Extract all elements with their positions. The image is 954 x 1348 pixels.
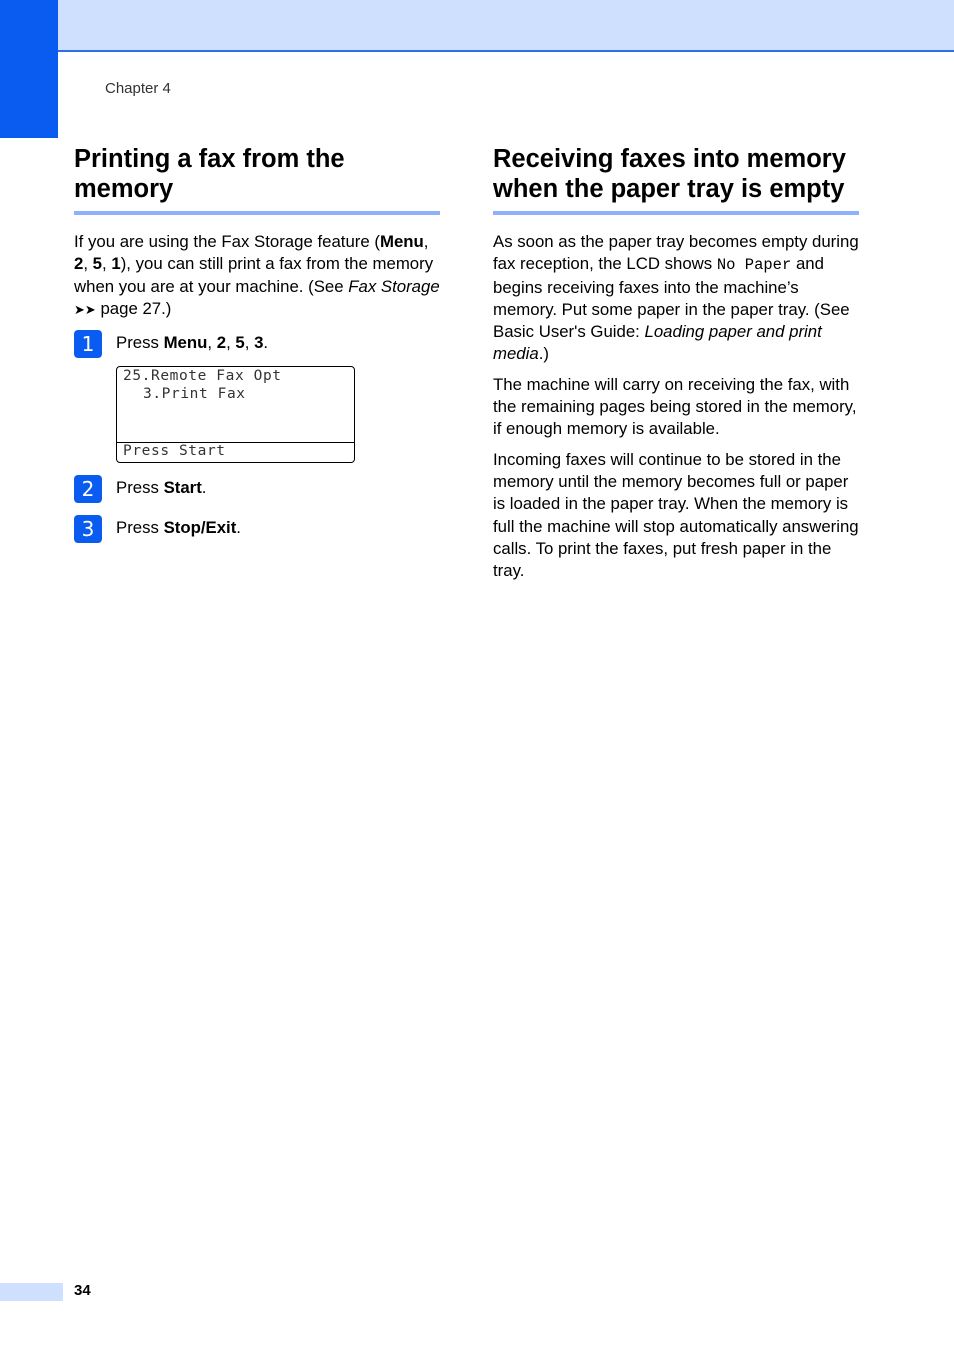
cross-reference: Loading paper and print media bbox=[493, 322, 822, 364]
step-text: Press Menu, 2, 5, 3. bbox=[116, 333, 269, 352]
intro-paragraph: If you are using the Fax Storage feature (Menu, 2, 5, 1), you can still print a fax from the memory when you are at your machine. (See Fax Storage ➤➤ page 27.) bbox=[74, 232, 440, 318]
right-column bbox=[493, 144, 859, 582]
step-number-badge: 1 bbox=[74, 330, 102, 358]
section-heading-receive-memory: Receiving faxes into memory when the paper tray is empty bbox=[493, 144, 859, 215]
chapter-tab bbox=[0, 0, 58, 138]
step-text: Press Start. bbox=[116, 478, 207, 497]
chapter-label: Chapter 4 bbox=[105, 80, 171, 97]
step-text: Press Stop/Exit. bbox=[116, 518, 241, 537]
body-paragraph-1: As soon as the paper tray becomes empty during fax reception, the LCD shows No Paper and begins receiving faxes into the machine’s memory. Put some paper in the paper tray. (See Basic User's Guide: Loading paper and print media.) bbox=[493, 232, 859, 364]
step-2 bbox=[74, 475, 440, 501]
body-paragraph-3: Incoming faxes will continue to be stored in the memory until the memory becomes full or paper is loaded in the paper tray. When the memory is full the machine will stop automatically answering calls. To print the faxes, put fresh paper in the tray. bbox=[493, 449, 859, 581]
lcd-line-1: 25.Remote Fax Opt bbox=[123, 368, 282, 384]
step-number-badge: 3 bbox=[74, 515, 102, 543]
cross-reference: Fax Storage bbox=[348, 276, 440, 296]
header-band bbox=[0, 0, 954, 52]
lcd-message: No Paper bbox=[716, 256, 792, 275]
lcd-display bbox=[116, 366, 355, 463]
step-1 bbox=[74, 330, 440, 356]
step-3 bbox=[74, 515, 440, 541]
body-paragraph-2: The machine will carry on receiving the fax, with the remaining pages being stored in the memory, if enough memory is available. bbox=[493, 374, 857, 439]
left-column bbox=[74, 144, 440, 541]
double-arrow-icon: ➤➤ bbox=[74, 301, 96, 317]
section-heading-print-fax: Printing a fax from the memory bbox=[74, 144, 440, 215]
footer-band bbox=[0, 1283, 63, 1301]
lcd-line-2: 3.Print Fax bbox=[143, 386, 246, 402]
page-number: 34 bbox=[74, 1282, 91, 1299]
step-number-badge: 2 bbox=[74, 475, 102, 503]
lcd-line-3: Press Start bbox=[123, 443, 226, 459]
